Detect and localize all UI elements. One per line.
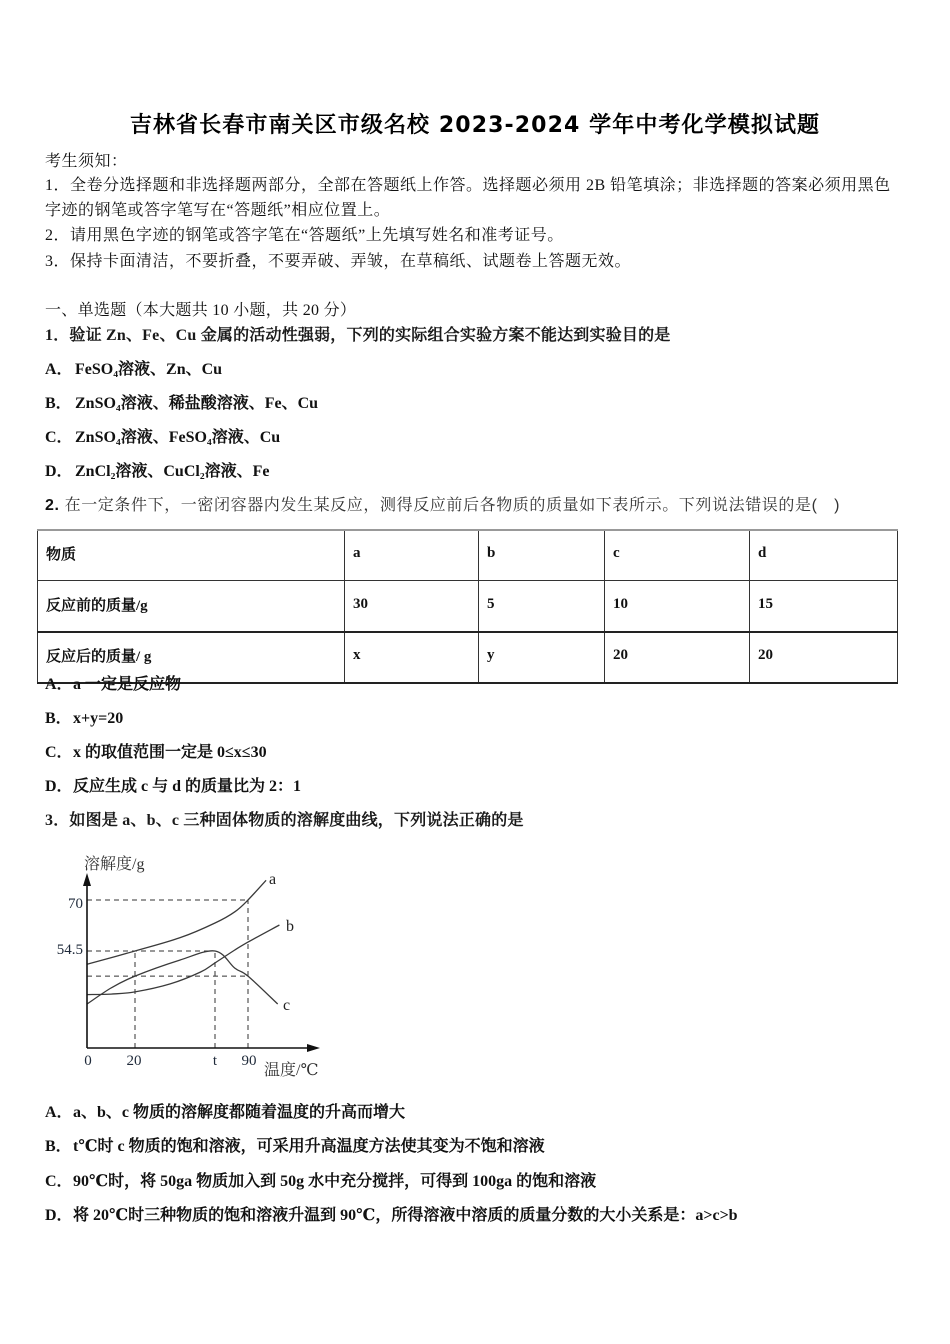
question-3-stem [45,811,524,831]
y-tick-label: 70 [68,896,83,912]
option-text: a 一定是反应物 [73,676,182,693]
option-text: FeSO₄溶液、Zn、Cu [75,361,223,378]
q3-option-c [45,1172,596,1192]
notice-item-3: 3．保持卡面清洁，不要折叠，不要弄破、弄皱，在草稿纸、试题卷上答题无效。 [45,253,632,270]
option-letter: D． [45,1207,73,1224]
option-letter: B． [45,710,72,727]
x-tick-label: 90 [241,1053,257,1069]
q2-option-b [45,709,123,729]
question-number: 3． [45,812,70,829]
table-cell: 反应后的质量/ g [38,632,345,683]
option-letter: A． [45,361,73,378]
table-cell: x [345,632,479,683]
option-text: x 的取值范围一定是 0≤x≤30 [73,744,267,761]
table-header-cell: a [345,530,479,581]
notice-heading: 考生须知： [45,153,128,170]
option-letter: A． [45,1104,73,1121]
series-label-c: c [283,997,291,1014]
option-text: 90℃时，将 50ga 物质加入到 50g 水中充分搅拌，可得到 100ga 的饱和溶液 [73,1173,597,1190]
option-text: t℃时 c 物质的饱和溶液，可采用升高温度方法使其变为不饱和溶液 [73,1138,545,1155]
page-title: 吉林省长春市南关区市级名校 2023-2024 学年中考化学模拟试题 [129,113,821,138]
question-text: 验证 Zn、Fe、Cu 金属的活动性强弱，下列的实际组合实验方案不能达到实验目的是 [69,327,671,344]
series-label-b: b [286,918,294,935]
question-1-stem [45,326,671,346]
option-letter: C． [45,1173,73,1190]
solubility-chart [40,845,330,1090]
solubility-curve-a [87,880,266,964]
question-number: 2. [45,497,60,514]
option-letter: C． [45,744,73,761]
q1-option-a [45,360,222,380]
q2-option-d [45,777,301,797]
question-number: 1． [45,327,70,344]
solubility-curve-b [87,925,279,995]
option-text: ZnCl₂溶液、CuCl₂溶液、Fe [75,463,270,480]
notice-item-1: 1．全卷分选择题和非选择题两部分，全部在答题纸上作答。选择题必须用 2B 铅笔填涂；非选择题的答案必须用黑色 [45,177,891,194]
question-2-stem [45,496,840,516]
q1-option-c [45,428,280,448]
table-cell: y [479,632,605,683]
option-letter: B． [45,1138,72,1155]
notice-item-1-continued: 字迹的钢笔或答字笔写在“答题纸”相应位置上。 [45,202,391,219]
y-tick-label: 54.5 [56,942,83,958]
option-letter: B． [45,395,72,412]
section-heading: 一、单选题（本大题共 10 小题，共 20 分） [45,302,357,319]
x-tick-label: 20 [126,1053,142,1069]
option-text: 将 20℃时三种物质的饱和溶液升温到 90℃，所得溶液中溶质的质量分数的大小关系是：a>c>b [73,1207,738,1224]
table-row [38,581,898,633]
q3-option-b [45,1137,545,1157]
q2-option-c [45,743,267,763]
q3-option-d [45,1206,738,1226]
y-axis-arrow-icon [83,873,91,886]
series-label-a: a [269,871,277,888]
table-cell: 20 [750,632,898,683]
table-cell: 15 [750,581,898,633]
question-text: 在一定条件下，一密闭容器内发生某反应，测得反应前后各物质的质量如下表所示。下列说法错误的是( ) [64,497,841,514]
option-letter: A． [45,676,73,693]
x-tick-label: 0 [84,1053,92,1069]
notice-item-2: 2．请用黑色字迹的钢笔或答字笔在“答题纸”上先填写姓名和准考证号。 [45,227,564,244]
q1-option-d [45,462,270,482]
table-cell: 20 [605,632,750,683]
option-text: x+y=20 [73,710,124,727]
solubility-curve-c [87,951,278,1004]
q1-option-b [45,394,318,414]
q3-option-a [45,1103,405,1123]
table-cell: 5 [479,581,605,633]
option-letter: D． [45,463,73,480]
q2-option-a [45,675,181,695]
y-axis-label: 溶解度/g [84,856,145,873]
x-axis-label: 温度/℃ [264,1062,319,1079]
option-letter: D． [45,778,73,795]
x-axis-arrow-icon [307,1044,320,1052]
table-cell: 10 [605,581,750,633]
mass-table [37,529,898,684]
chart-guide-lines [87,900,248,1048]
chart-curves [87,880,279,1004]
table-header-row [38,530,898,581]
option-text: ZnSO₄溶液、FeSO₄溶液、Cu [75,429,281,446]
x-tick-label: t [212,1053,218,1069]
option-text: ZnSO₄溶液、稀盐酸溶液、Fe、Cu [75,395,319,412]
option-text: 反应生成 c 与 d 的质量比为 2：1 [73,778,302,795]
table-header-cell: 物质 [38,530,345,581]
table-header-cell: b [479,530,605,581]
table-header-cell: d [750,530,898,581]
option-text: a、b、c 物质的溶解度都随着温度的升高而增大 [73,1104,406,1121]
table-cell: 30 [345,581,479,633]
question-text: 如图是 a、b、c 三种固体物质的溶解度曲线，下列说法正确的是 [69,812,524,829]
table-header-cell: c [605,530,750,581]
table-cell: 反应前的质量/g [38,581,345,633]
option-letter: C． [45,429,73,446]
